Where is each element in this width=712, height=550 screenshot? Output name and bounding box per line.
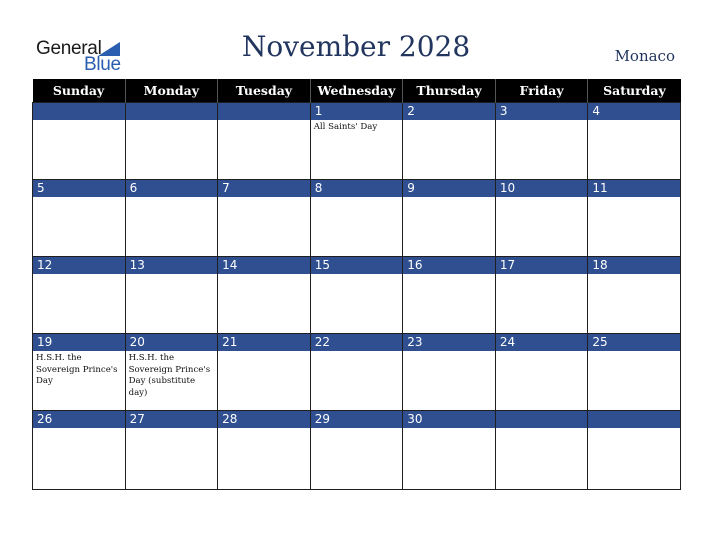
weekday-header: Sunday [33,79,126,103]
day-number: 2 [403,103,495,120]
day-cell[interactable] [310,257,403,334]
day-number: 5 [33,180,125,197]
day-number [218,103,310,120]
day-number: 24 [496,334,588,351]
calendar-title: November 2028 [241,30,471,63]
weekday-header: Friday [495,79,588,103]
week-row [33,411,681,490]
week-row [33,103,681,180]
day-number: 23 [403,334,495,351]
day-cell[interactable] [310,180,403,257]
day-cell[interactable] [588,103,681,180]
day-number [126,103,218,120]
day-cell[interactable] [218,257,311,334]
holiday-label: H.S.H. the Sovereign Prince's Day (substitute day) [128,353,211,398]
day-number: 10 [496,180,588,197]
day-cell[interactable] [33,257,126,334]
day-number: 21 [218,334,310,351]
day-number: 9 [403,180,495,197]
day-cell[interactable] [125,257,218,334]
day-number: 20 [126,334,218,351]
day-cell[interactable] [495,334,588,411]
day-cell[interactable] [33,180,126,257]
day-number: 17 [496,257,588,274]
day-number: 8 [311,180,403,197]
weekday-header: Wednesday [310,79,403,103]
calendar-grid [32,79,681,490]
day-cell[interactable] [588,334,681,411]
weekday-header: Thursday [403,79,496,103]
day-cell[interactable] [495,257,588,334]
day-number: 25 [588,334,680,351]
day-number: 13 [126,257,218,274]
day-cell[interactable] [125,411,218,490]
day-cell[interactable] [310,411,403,490]
holiday-label: H.S.H. the Sovereign Prince's Day [36,353,118,386]
day-number: 30 [403,411,495,428]
day-cell[interactable] [218,180,311,257]
day-number [33,103,125,120]
day-cell[interactable] [588,180,681,257]
day-number [588,411,680,428]
day-number: 14 [218,257,310,274]
day-cell[interactable] [125,334,218,411]
weekday-header-row [33,79,681,103]
day-cell[interactable] [33,103,126,180]
day-number: 19 [33,334,125,351]
day-cell[interactable] [33,411,126,490]
day-number: 15 [311,257,403,274]
day-cell[interactable] [218,103,311,180]
day-cell[interactable] [218,411,311,490]
logo-text-general: General [36,38,102,59]
day-cell[interactable] [33,334,126,411]
day-number: 29 [311,411,403,428]
day-number: 7 [218,180,310,197]
day-cell[interactable] [403,180,496,257]
day-number: 6 [126,180,218,197]
logo-text-blue: Blue [84,54,121,75]
day-cell[interactable] [495,411,588,490]
day-cell[interactable] [310,334,403,411]
day-number: 12 [33,257,125,274]
holiday-label: All Saints' Day [313,122,378,132]
country-label: Monaco [614,47,675,65]
weekday-header: Saturday [588,79,681,103]
day-cell[interactable] [125,180,218,257]
day-cell[interactable] [495,103,588,180]
week-row [33,180,681,257]
day-number: 16 [403,257,495,274]
day-number: 3 [496,103,588,120]
day-cell[interactable] [403,257,496,334]
week-row [33,334,681,411]
day-cell[interactable] [403,334,496,411]
day-number: 26 [33,411,125,428]
day-number: 1 [311,103,403,120]
day-cell[interactable] [588,411,681,490]
day-cell[interactable] [588,257,681,334]
weekday-header: Monday [125,79,218,103]
weekday-header: Tuesday [218,79,311,103]
day-number: 11 [588,180,680,197]
day-cell[interactable] [495,180,588,257]
day-cell[interactable] [218,334,311,411]
day-number: 27 [126,411,218,428]
day-cell[interactable] [310,103,403,180]
day-number: 22 [311,334,403,351]
week-row [33,257,681,334]
day-number: 4 [588,103,680,120]
day-number [496,411,588,428]
day-number: 28 [218,411,310,428]
day-cell[interactable] [403,411,496,490]
day-cell[interactable] [125,103,218,180]
day-cell[interactable] [403,103,496,180]
day-number: 18 [588,257,680,274]
